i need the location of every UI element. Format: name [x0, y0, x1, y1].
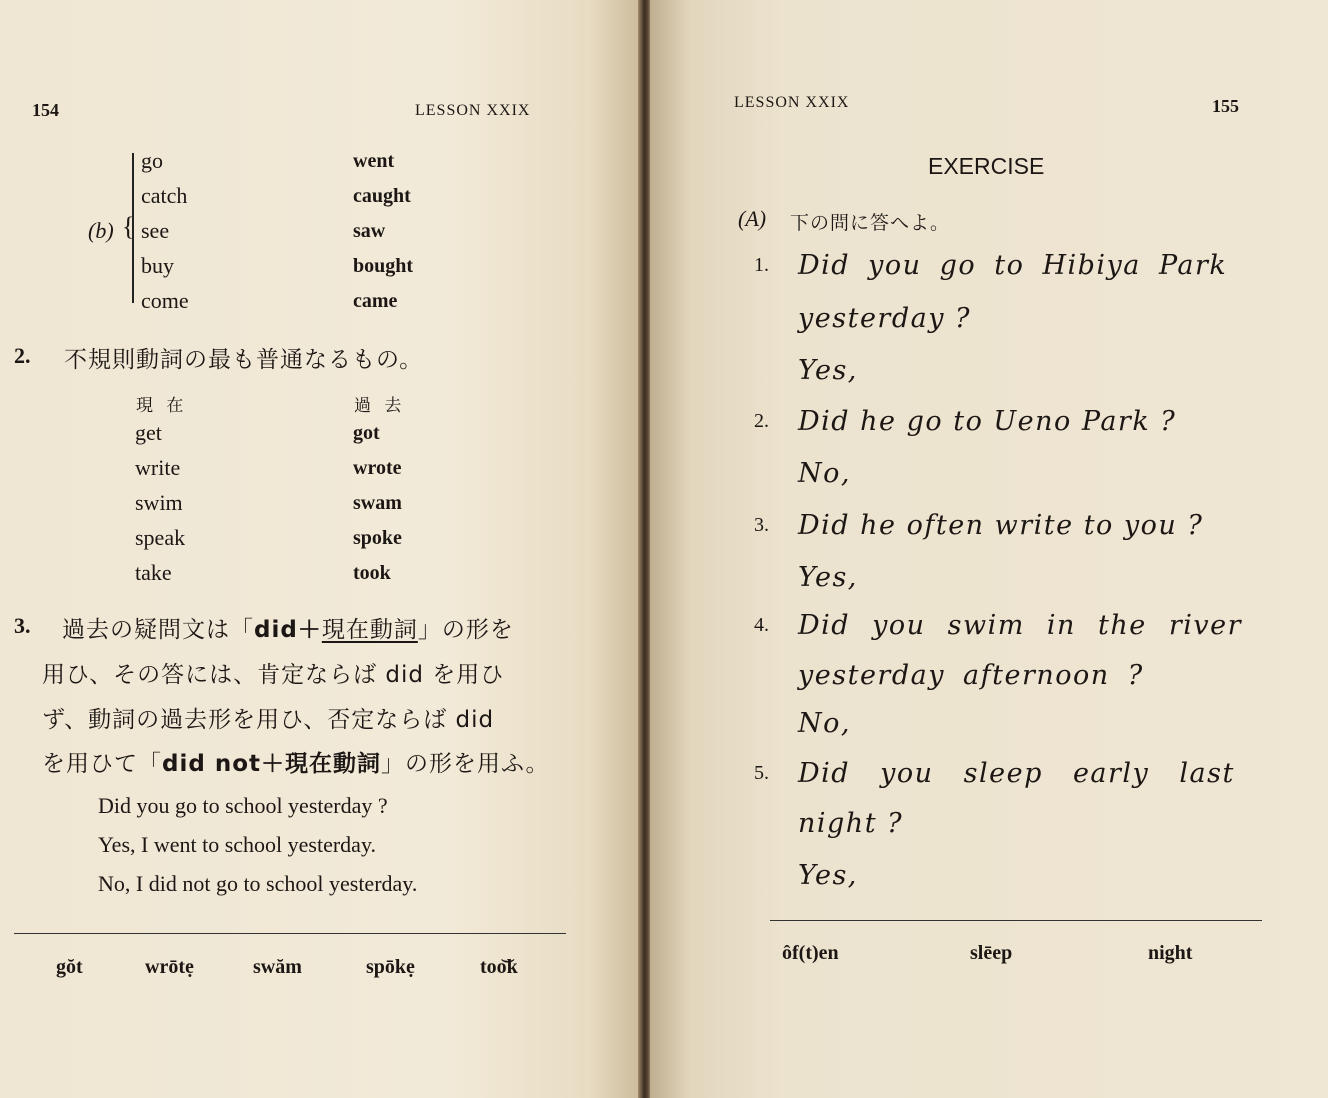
answer-line: Yes,	[798, 562, 858, 593]
verb-present: take	[135, 560, 172, 585]
verb-past: spoke	[353, 527, 402, 549]
pronunciation-word: ôf(t)en	[782, 942, 839, 964]
pronunciation-word: spōkẹ	[366, 956, 415, 978]
verb-past: got	[353, 422, 380, 444]
question-line: yesterday ?	[798, 303, 972, 334]
pronunciation-word: too͝k	[480, 956, 518, 978]
page-number: 154	[32, 100, 59, 120]
left-page	[0, 0, 640, 1098]
question-number: 1.	[754, 254, 769, 276]
text-fragment: を用ひて「	[42, 751, 162, 777]
question-line: yesterday afternoon ?	[798, 660, 1144, 691]
example-sentence: Did you go to school yesterday ?	[98, 793, 388, 818]
text-fragment: 過去の疑問文は「	[62, 617, 254, 643]
verb-past: wrote	[353, 457, 402, 479]
page-header: LESSON XXIX	[734, 94, 850, 111]
answer-line: No,	[798, 458, 851, 489]
footer-rule	[14, 933, 566, 934]
section-a-label: (A)	[738, 206, 767, 231]
text-fragment: did not＋現在動詞	[162, 751, 381, 777]
question-number: 3.	[754, 514, 769, 536]
item-2-text: 不規則動詞の最も普通なるもの。	[64, 347, 424, 373]
verb-present: come	[141, 288, 189, 313]
verb-present: go	[141, 148, 163, 173]
brace-line	[132, 153, 134, 303]
verb-past: caught	[353, 185, 411, 207]
pronunciation-word: wrōtẹ	[145, 956, 194, 978]
verb-present: swim	[135, 490, 183, 515]
question-number: 2.	[754, 410, 769, 432]
verb-present: catch	[141, 183, 188, 208]
column-header-present: 現 在	[136, 396, 188, 416]
verb-past: bought	[353, 255, 414, 277]
footer-rule	[770, 920, 1262, 921]
example-sentence: No, I did not go to school yesterday.	[98, 871, 418, 896]
pronunciation-word: swăm	[253, 956, 302, 978]
example-sentence: Yes, I went to school yesterday.	[98, 832, 377, 857]
answer-line: No,	[798, 708, 851, 739]
section-b-label: (b)	[88, 218, 114, 243]
verb-present: write	[135, 455, 181, 480]
answer-line: Yes,	[798, 860, 858, 891]
verb-past: saw	[353, 220, 386, 242]
text-fragment: did＋	[254, 617, 322, 643]
item-3-line-3: ず、動詞の過去形を用ひ、否定ならば did	[42, 707, 495, 733]
item-3-line-1	[62, 611, 514, 644]
item-3-line-2: 用ひ、その答には、肯定ならば did を用ひ	[42, 662, 505, 688]
verb-past: swam	[353, 492, 402, 514]
exercise-title: EXERCISE	[928, 153, 1045, 179]
question-line: Did he often write to you ?	[798, 510, 1204, 541]
question-line: Did you sleep early last	[798, 758, 1235, 789]
question-line: night ?	[798, 808, 904, 839]
pronunciation-word: night	[1148, 942, 1193, 964]
item-3-line-4	[42, 745, 549, 778]
right-page	[650, 0, 1328, 1098]
item-number: 2.	[14, 343, 31, 368]
item-number: 3.	[14, 613, 31, 638]
verb-present: speak	[135, 525, 186, 550]
verb-past: came	[353, 290, 398, 312]
verb-past: went	[353, 150, 395, 172]
text-fragment: 」の形を	[417, 617, 514, 643]
column-header-past: 過 去	[354, 396, 406, 416]
brace-icon: {	[122, 212, 135, 241]
verb-present: see	[141, 218, 170, 243]
question-number: 5.	[754, 762, 769, 784]
verb-present: get	[135, 420, 162, 445]
pronunciation-word: gŏt	[56, 956, 83, 978]
page-header: LESSON XXIX	[415, 102, 531, 119]
pronunciation-word: slēep	[970, 942, 1013, 964]
verb-present: buy	[141, 253, 174, 278]
question-line: Did you swim in the river	[798, 610, 1243, 641]
section-a-instruction: 下の問に答へよ。	[790, 212, 951, 234]
verb-past: took	[353, 562, 391, 584]
text-fragment: 現在動詞	[321, 617, 418, 643]
question-line: Did you go to Hibiya Park	[798, 250, 1228, 281]
question-line: Did he go to Ueno Park ?	[798, 406, 1177, 437]
answer-line: Yes,	[798, 355, 858, 386]
page-number: 155	[1212, 96, 1239, 116]
text-fragment: 」の形を用ふ。	[381, 751, 550, 777]
question-number: 4.	[754, 614, 769, 636]
